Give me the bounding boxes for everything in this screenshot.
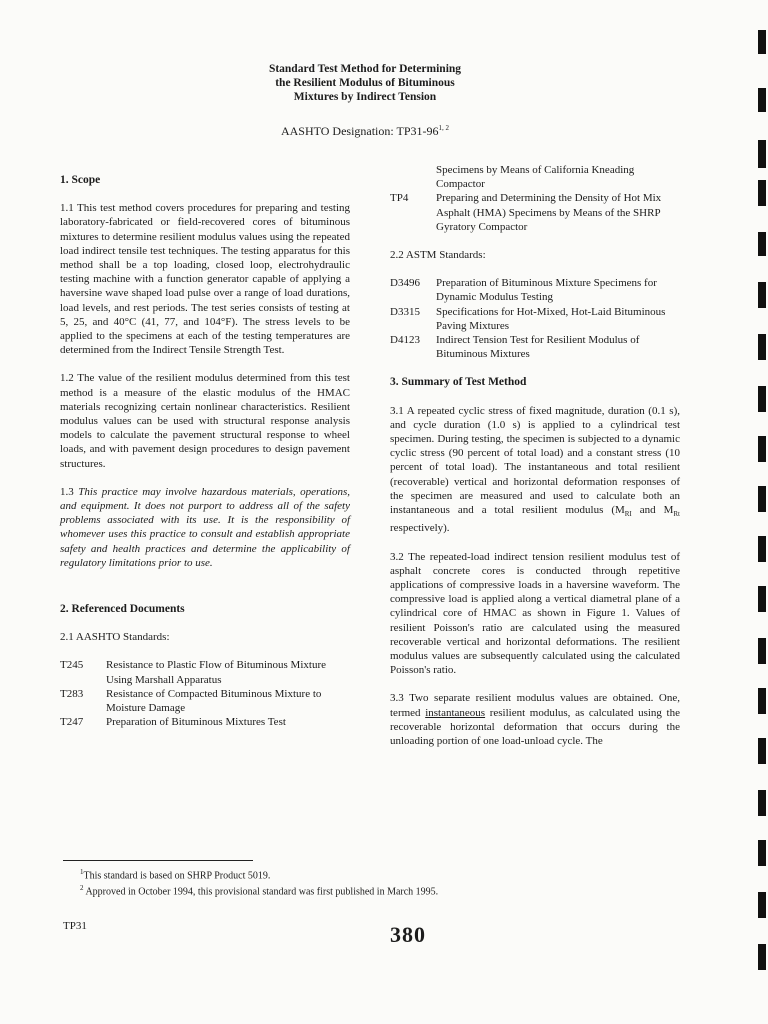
ref-code: T245	[60, 659, 84, 672]
binding-mark	[758, 738, 766, 764]
list-item	[390, 305, 680, 333]
summary-p3-text: 3.3 Two separate resilient modulus values are obtained. One, termed	[390, 692, 680, 719]
ref-text: Resistance of Compacted Bituminous Mixture to Moisture Damage	[106, 687, 322, 715]
ref-text: Preparation of Bituminous Mixture Specimens for Dynamic Modulus Testing	[436, 277, 657, 304]
summary-p1-text: 3.1 A repeated cyclic stress of fixed magnitude, duration (0.1 s), and cycle duration (1.0 s) is applied to a cylindrical test specimen. During testing, the specimen is subjected to a dynamic cyclic stress (90 percent of total load) and a constant stress (10 percent of total load). The instantaneous and total resilient (recoverable) vertical and horizontal deformation responses of the specimen are measured and used to calculate both an instantaneous and a total resilient modulus (M	[390, 404, 680, 517]
ref-code: T247	[60, 716, 84, 729]
binding-mark	[758, 840, 766, 866]
footnote-1-mark: 1	[80, 868, 84, 876]
binding-mark	[758, 88, 766, 112]
binding-mark	[758, 386, 766, 412]
list-item	[60, 715, 350, 729]
summary-p1-mid: and M	[631, 504, 674, 517]
ref-code: D4123	[390, 334, 420, 347]
aashto-heading: 2.1 AASHTO Standards:	[60, 631, 170, 644]
page-number: 380	[390, 922, 426, 947]
binding-mark	[758, 536, 766, 562]
ref-code: T283	[60, 687, 84, 700]
summary-p1-sub-rt: Rt	[673, 510, 680, 519]
ref-text: Preparation of Bituminous Mixtures Test	[106, 716, 286, 729]
ref-code: D3496	[390, 277, 420, 290]
summary-p1-end: respectively).	[390, 522, 450, 535]
binding-mark	[758, 688, 766, 714]
astm-heading: 2.2 ASTM Standards:	[390, 249, 486, 262]
list-item	[60, 687, 350, 715]
footnote-1-text: This standard is based on SHRP Product 5019.	[83, 870, 271, 882]
binding-mark	[758, 180, 766, 206]
scope-paragraph-1: 1.1 This test method covers procedures for preparing and testing laboratory-fabricated or field-recovered cores of bituminous mixtures to determine resilient modulus values using the repeated load indirect tensile test techniques. The testing apparatus for this method shall be a top loading, closed loop, electrohydraulic testing machine with a function generator capable of applying a haversine wave shaped load pulse over a range of load durations, load levels, and rest periods. The test series consists of testing at 5, 25, and 40°C (41, 77, and 104°F). The stress levels to be applied to the specimens at each of the testing temperatures are determined from the Indirect Tensile Strength Test.	[60, 202, 350, 357]
ref-text: Indirect Tension Test for Resilient Modulus of Bituminous Mixtures	[436, 334, 640, 361]
designation	[200, 124, 530, 139]
binding-mark	[758, 282, 766, 308]
astm-list	[390, 276, 680, 361]
document-title	[200, 62, 530, 104]
binding-mark	[758, 638, 766, 664]
summary-paragraph-3	[390, 691, 680, 748]
title-line-1: Standard Test Method for Determining	[268, 63, 462, 75]
designation-code: TP31-96	[396, 124, 439, 138]
binding-mark	[758, 586, 766, 612]
title-line-2: the Resilient Modulus of Bituminous	[275, 77, 455, 89]
footnotes	[80, 866, 600, 899]
list-item	[390, 163, 680, 191]
summary-heading: 3. Summary of Test Method	[390, 376, 527, 389]
ref-text: Resistance to Plastic Flow of Bituminous Mixture Using Marshall Apparatus	[106, 659, 326, 686]
binding-mark	[758, 892, 766, 918]
aashto-list	[60, 658, 350, 729]
binding-mark	[758, 140, 766, 168]
scope-paragraph-3	[60, 485, 350, 570]
list-item	[390, 333, 680, 361]
left-column	[60, 173, 350, 744]
ref-text: Preparing and Determining the Density of Hot Mix Asphalt (HMA) Specimens by Means of the SHRP Gyratory Compactor	[436, 192, 662, 233]
title-line-3: Mixtures by Indirect Tension	[293, 91, 437, 103]
binding-mark	[758, 944, 766, 970]
summary-p3-text-end: resilient modulus, as calculated using the recoverable horizontal deformation that occurs during the unloading portion of one load-unload cycle. The	[390, 706, 680, 748]
footnote-2	[80, 882, 600, 898]
binding-mark	[758, 436, 766, 462]
aashto-list-continued	[390, 163, 680, 234]
scope-heading: 1. Scope	[60, 174, 101, 186]
scope-paragraph-2: 1.2 The value of the resilient modulus determined from this test method is a measure of the elastic modulus of the HMAC materials recognizing certain nonlinear characteristics. Resilient modulus values can be used with structural response analysis models to calculate the pavement structural response to wheel loads, and with pavement design procedures to design pavement structures.	[60, 372, 350, 470]
binding-mark	[758, 30, 766, 54]
binding-mark	[758, 486, 766, 512]
binding-mark	[758, 790, 766, 816]
summary-paragraph-2: 3.2 The repeated-load indirect tension resilient modulus test of asphalt concrete cores is conducted through repetitive applications of compressive loads in a haversine waveform. The compressive load is applied along a vertical diametral plane of a cylindrical core of HMAC as shown in Figure 1. Values of resilient Poisson's ratio are calculated using the measured recoverable vertical and horizontal deformations. The resilient modulus values are subsequently calculated using the calculated Poisson's ratio.	[390, 550, 680, 677]
designation-sup: 1, 2	[438, 124, 450, 132]
summary-p1-sub-ri: RI	[624, 510, 632, 519]
footer-designation: TP31	[63, 920, 87, 932]
footnote-2-text: Approved in October 1994, this provisional standard was first published in March 1995.	[85, 886, 439, 898]
ref-code: D3315	[390, 305, 420, 318]
scope-p3-number: 1.3	[60, 485, 79, 498]
designation-label: AASHTO Designation:	[280, 124, 394, 138]
binding-mark	[758, 334, 766, 360]
ref-code: TP4	[390, 192, 409, 205]
right-column	[390, 163, 680, 762]
summary-paragraph-1	[390, 404, 680, 536]
ref-text-continued: Specimens by Means of California Kneading Compactor	[436, 164, 635, 191]
binding-mark	[758, 232, 766, 256]
list-item	[390, 276, 680, 304]
refdocs-heading: 2. Referenced Documents	[60, 603, 185, 616]
footnote-2-mark: 2	[80, 884, 84, 893]
scope-p3-text: This practice may involve hazardous materials, operations, and equipment. It does not purport to address all of the safety problems associated with its use. It is the responsibility of whomever uses this practice to consult and establish appropriate safety and health practices and determine the applicability of regulatory limitations prior to use.	[60, 485, 350, 569]
footnote-1	[80, 866, 600, 882]
ref-text: Specifications for Hot-Mixed, Hot-Laid Bituminous Paving Mixtures	[436, 305, 666, 332]
list-item	[60, 658, 350, 686]
list-item	[390, 191, 680, 234]
footnote-rule	[63, 860, 253, 861]
summary-p3-underlined: instantaneous	[425, 706, 486, 719]
